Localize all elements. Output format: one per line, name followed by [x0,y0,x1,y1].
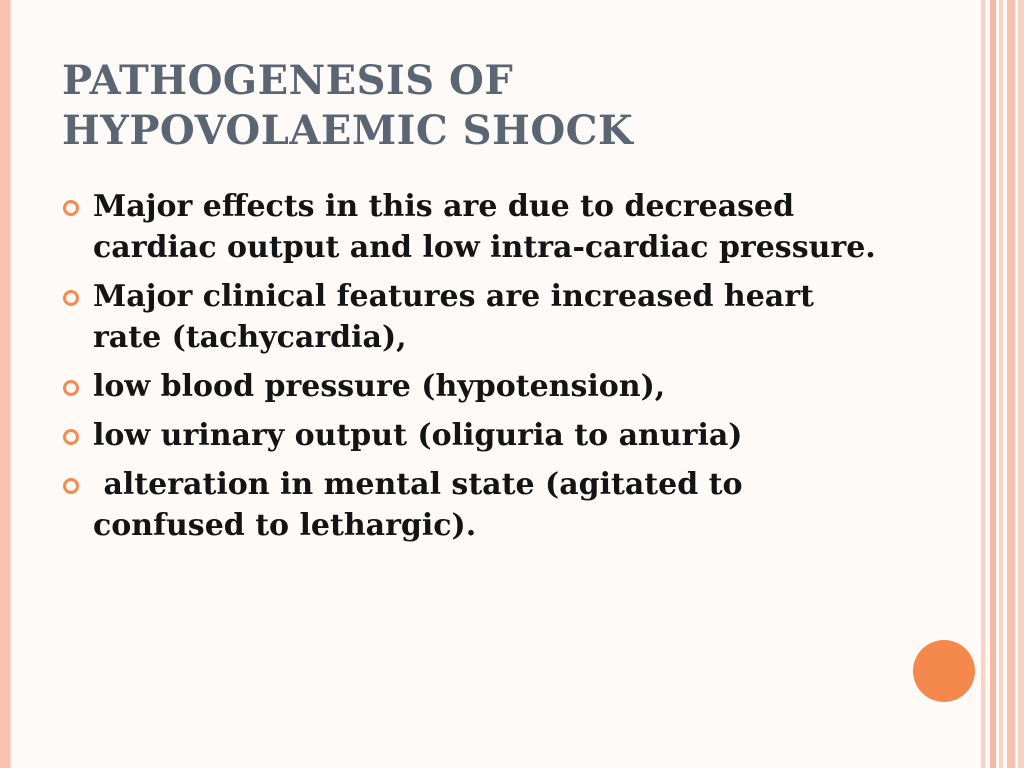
bullet-list [62,186,882,554]
right-stripe-2 [990,0,996,768]
left-border-inner-decoration [10,0,12,768]
bullet-text: low urinary output (oliguria to anuria) [93,418,743,453]
bullet-item [62,186,882,268]
bullet-text: low blood pressure (hypotension), [93,369,666,404]
slide-title [62,56,942,156]
bullet-item [62,415,882,456]
bullet-item [62,276,882,358]
hollow-circle-bullet-icon [63,380,79,396]
bullet-item [62,366,882,407]
hollow-circle-bullet-icon [63,200,79,216]
hollow-circle-bullet-icon [63,429,79,445]
right-stripe-4 [1007,0,1015,768]
hollow-circle-bullet-icon [63,290,79,306]
bullet-text: Major clinical features are increased heart rate (tachycardia), [93,279,825,355]
slide-title-line-2: HYPOVOLAEMIC SHOCK [62,107,634,154]
hollow-circle-bullet-icon [63,478,79,494]
bullet-text: alteration in mental state (agitated to confused to lethargic). [93,467,753,543]
right-stripe-5 [1018,0,1024,768]
slide-title-line-1: PATHOGENESIS OF [62,57,514,104]
left-border-decoration [0,0,10,768]
bullet-item [62,464,882,546]
right-stripe-3 [999,0,1003,768]
orange-circle-decoration [913,640,975,702]
bullet-text: Major effects in this are due to decreased cardiac output and low intra-cardiac pressure. [93,189,876,265]
right-stripe-1 [981,0,985,768]
